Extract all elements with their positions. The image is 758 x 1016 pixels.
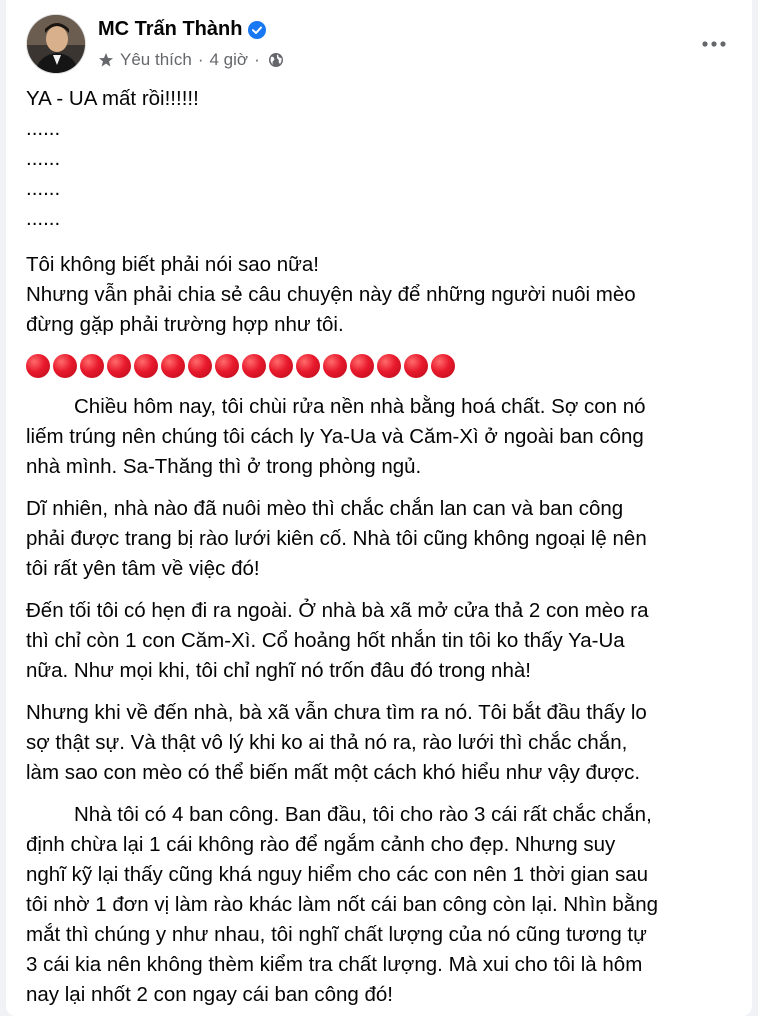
red-circle-emoji: [26, 354, 50, 378]
paragraph: [26, 596, 738, 686]
more-options-button[interactable]: [696, 26, 732, 62]
red-circle-emoji: [215, 354, 239, 378]
paragraph-line: tôi rất yên tâm về việc đó!: [26, 557, 260, 580]
red-circle-emoji: [188, 354, 212, 378]
red-circle-emoji: [107, 354, 131, 378]
paragraph-line: mắt thì chúng y như nhau, tôi nghĩ chất lượng của nó cũng tương tự: [26, 923, 647, 946]
paragraph-line: Nhà tôi có 4 ban công. Ban đầu, tôi cho rào 3 cái rất chắc chắn,: [74, 803, 652, 826]
paragraph-line: định chừa lại 1 cái không rào để ngắm cảnh cho đẹp. Nhưng suy: [26, 833, 616, 856]
paragraph-line: nữa. Như mọi khi, tôi chỉ nghĩ nó trốn đâu đó trong nhà!: [26, 659, 531, 682]
globe-icon[interactable]: [268, 52, 284, 68]
paragraph-line: Nhưng khi về đến nhà, bà xã vẫn chưa tìm ra nó. Tôi bắt đầu thấy lo: [26, 701, 647, 724]
red-circle-emoji-row: [26, 352, 738, 380]
avatar[interactable]: [26, 14, 86, 74]
ellipsis-lines: [26, 114, 738, 234]
ellipsis-line: ......: [26, 147, 61, 170]
red-circle-emoji: [350, 354, 374, 378]
author-name[interactable]: MC Trấn Thành: [98, 18, 243, 40]
red-circle-emoji: [134, 354, 158, 378]
post-header: [26, 14, 732, 76]
red-circle-emoji: [431, 354, 455, 378]
paragraph-line: sợ thật sự. Và thật vô lý khi ko ai thả nó ra, rào lưới thì chắc chắn,: [26, 731, 628, 754]
red-circle-emoji: [323, 354, 347, 378]
post-time[interactable]: 4 giờ: [209, 50, 249, 69]
red-circle-emoji: [296, 354, 320, 378]
intro-line: Nhưng vẫn phải chia sẻ câu chuyện này để những người nuôi mèo: [26, 283, 636, 306]
avatar-image: [27, 15, 86, 74]
paragraph-line: nay lại nhốt 2 con ngay cái ban công đó!: [26, 983, 393, 1006]
paragraph-line: Chiều hôm nay, tôi chùi rửa nền nhà bằng hoá chất. Sợ con nó: [74, 395, 646, 418]
ellipsis-line: ......: [26, 117, 61, 140]
intro-line: Tôi không biết phải nói sao nữa!: [26, 253, 319, 276]
separator: ·: [254, 50, 260, 69]
paragraph: [26, 698, 738, 788]
paragraph: [26, 392, 738, 482]
ellipsis-line: ......: [26, 207, 61, 230]
paragraph-line: nghĩ kỹ lại thấy cũng khá nguy hiểm cho các con nên 1 thời gian sau: [26, 863, 648, 886]
paragraph-line: tôi nhờ 1 đơn vị làm rào khác làm nốt cái ban công còn lại. Nhìn bằng: [26, 893, 658, 916]
more-options-icon: [702, 41, 726, 47]
red-circle-emoji: [53, 354, 77, 378]
favorite-label[interactable]: Yêu thích: [120, 50, 192, 69]
red-circle-emoji: [161, 354, 185, 378]
post-meta: [98, 50, 284, 70]
star-icon: [98, 52, 114, 68]
paragraph: [26, 800, 738, 1010]
post-content: [26, 84, 738, 1010]
red-circle-emoji: [80, 354, 104, 378]
paragraph-line: làm sao con mèo có thể biến mất một cách khó hiểu như vậy được.: [26, 761, 641, 784]
paragraph-line: thì chỉ còn 1 con Căm-Xì. Cổ hoảng hốt nhắn tin tôi ko thấy Ya-Ua: [26, 629, 625, 652]
paragraph-line: Dĩ nhiên, nhà nào đã nuôi mèo thì chắc chắn lan can và ban công: [26, 497, 624, 520]
red-circle-emoji: [404, 354, 428, 378]
paragraph-line: nhà mình. Sa-Thăng thì ở trong phòng ngủ.: [26, 455, 422, 478]
paragraph: [26, 494, 738, 584]
red-circle-emoji: [242, 354, 266, 378]
intro-line: đừng gặp phải trường hợp như tôi.: [26, 313, 344, 336]
paragraph-line: Đến tối tôi có hẹn đi ra ngoài. Ở nhà bà xã mở cửa thả 2 con mèo ra: [26, 599, 649, 622]
paragraph-line: liếm trúng nên chúng tôi cách ly Ya-Ua và Căm-Xì ở ngoài ban công: [26, 425, 644, 448]
red-circle-emoji: [269, 354, 293, 378]
ellipsis-line: ......: [26, 177, 61, 200]
separator: ·: [197, 50, 204, 69]
post-card: [6, 0, 752, 1016]
verified-badge-icon: [248, 21, 266, 39]
paragraph-line: 3 cái kia nên không thèm kiểm tra chất lượng. Mà xui cho tôi là hôm: [26, 953, 643, 976]
post-headline: YA - UA mất rồi!!!!!!: [26, 87, 199, 110]
paragraph-line: phải được trang bị rào lưới kiên cố. Nhà tôi cũng không ngoại lệ nên: [26, 527, 647, 550]
red-circle-emoji: [377, 354, 401, 378]
